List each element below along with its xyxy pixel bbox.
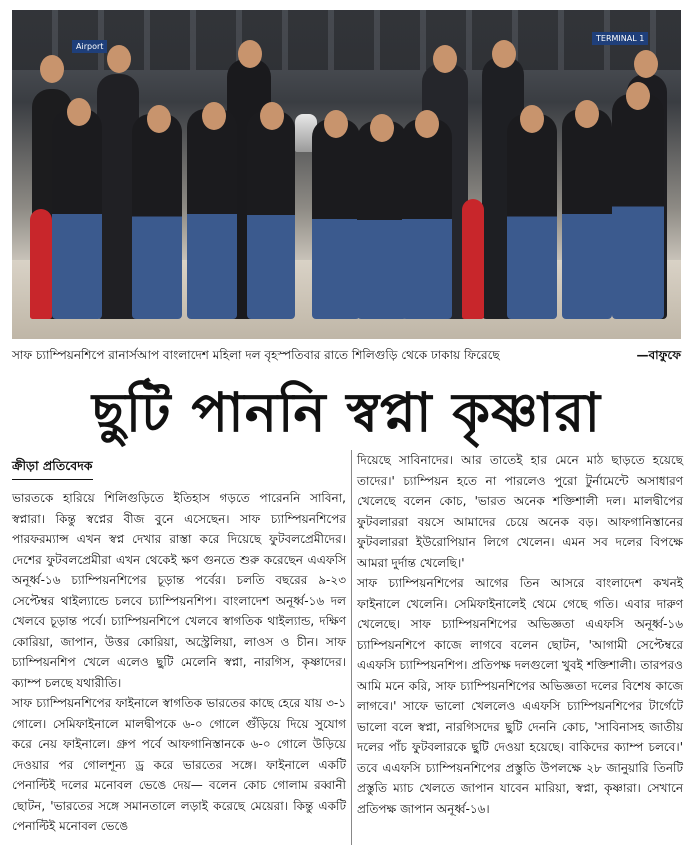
player-figure bbox=[357, 121, 407, 319]
photo-credit: —বাফুফে bbox=[636, 348, 681, 362]
player-head bbox=[324, 110, 348, 138]
official-head bbox=[433, 45, 457, 73]
player-figure bbox=[507, 114, 557, 319]
player-head bbox=[575, 100, 599, 128]
player-figure bbox=[402, 119, 452, 319]
headline: ছুটি পাননি স্বপ্না কৃষ্ণারা bbox=[92, 381, 601, 444]
terminal-sign: TERMINAL 1 bbox=[592, 32, 648, 45]
caption-text: সাফ চ্যাম্পিয়নশিপে রানার্সআপ বাংলাদেশ মহিলা দল বৃহস্পতিবার রাতে শিলিগুড়ি থেকে ঢাকায় ফিরেছে bbox=[12, 348, 500, 362]
player-figure bbox=[187, 109, 237, 319]
official-head bbox=[238, 40, 262, 68]
player-head bbox=[370, 114, 394, 142]
player-figure bbox=[52, 109, 102, 319]
left-column bbox=[12, 488, 346, 837]
player-head bbox=[634, 50, 658, 78]
paragraph: দিয়েছে সাবিনাদের। আর তাতেই হার মেনে মাঠ ছাড়তে হয়েছে তাদের।' চ্যাম্পিয়ন হতে না পারলেও পুরো টুর্নামেন্টে অসাধারণ খেলেছে বলেন কোচ, 'ভারত অনেক শক্তিশালী দল। মালদ্বীপের ফুটবলাররা বয়সে আমাদের চেয়ে অনেক বড়। আফগানিস্তানের ফুটবলাররা ইউরোপিয়ান লিগে খেলেন। এমন সব দলের বিপক্ষে আমরা দুর্দান্ত খেলেছি।' bbox=[357, 453, 683, 570]
player-figure bbox=[132, 114, 182, 319]
red-backpack bbox=[462, 199, 484, 319]
player-figure bbox=[247, 111, 295, 319]
player-figure bbox=[312, 119, 360, 319]
paragraph: সাফ চ্যাম্পিয়নশিপের আগের তিন আসরে বাংলাদেশ কখনই ফাইনালে খেলেনি। সেমিফাইনালেই থেমে গেছে গতি। এবার দারুণ খেলেছে। সাফ চ্যাম্পিয়নশিপের অভিজ্ঞতা এএফসি অনূর্ধ্ব-১৬ চ্যাম্পিয়নশিপে কাজে লাগবে বলেন ছোটন, 'আগামী সেপ্টেম্বরে এএফসি চ্যাম্পিয়নশিপ। প্রতিপক্ষ দলগুলো খুবই শক্তিশালী। তারপরও আমি মনে করি, সাফ চ্যাম্পিয়নশিপের অভিজ্ঞতা দলের বিশেষ কাজে লাগবে।' সাফে ভালো খেললেও এএফসি চ্যাম্পিয়নশিপের টার্গেটে ভালো বলে স্বপ্না, নারগিসদের ছুটি দেননি কোচ, 'সাবিনাসহ জাতীয় দলের পাঁচ ফুটবলারকে ছুটি দেওয়া হয়েছে। বাকিদের ক্যাম্প চলবে।' তবে এএফসি চ্যাম্পিয়নশিপের প্রস্তুতি উপলক্ষে ২৮ জানুয়ারি তিনটি প্রস্তুতি ম্যাচ খেলতে জাপান যাবেন মারিয়া, স্বপ্না, কৃষ্ণারা। সেখানে প্রতিপক্ষ জাপান অনূর্ধ্ব-১৬। bbox=[357, 576, 683, 816]
player-head bbox=[202, 102, 226, 130]
player-head bbox=[415, 110, 439, 138]
player-head bbox=[67, 98, 91, 126]
red-backpack bbox=[30, 209, 52, 319]
byline: ক্রীড়া প্রতিবেদক bbox=[12, 458, 93, 480]
paragraph: ভারতকে হারিয়ে শিলিগুড়িতে ইতিহাস গড়তে পারেননি সাবিনা, স্বপ্নারা। কিন্তু স্বপ্নের বীজ বুনে এসেছেন। সাফ চ্যাম্পিয়নশিপের পারফরম্যান্স এখন স্বপ্ন দেখার রাস্তা করে দিয়েছে ফুটবলপ্রেমীদের। দেশের ফুটবলপ্রেমীরা এখন থেকেই ক্ষণ গুনতে শুরু করেছেন এএফসি অনূর্ধ্ব-১৬ চ্যাম্পিয়নশিপের চূড়ান্ত পর্বের। চলতি বছরের ৯-২৩ সেপ্টেম্বর থাইল্যান্ডে চলবে চ্যাম্পিয়নশিপ। বাংলাদেশ অনূর্ধ্ব-১৬ দল খেলবে চূড়ান্ত পর্বে। চ্যাম্পিয়নশিপে খেলবে স্বাগতিক থাইল্যান্ড, দক্ষিণ কোরিয়া, জাপান, উত্তর কোরিয়া, অস্ট্রেলিয়া, লাওস ও চীন। সাফ চ্যাম্পিয়নশিপ খেলে এলেও ছুটি মেলেনি স্বপ্না, নারগিস, কৃষ্ণাদের। ক্যাম্প চলছে যথারীতি। bbox=[12, 491, 346, 690]
team-photo bbox=[12, 10, 681, 339]
paragraph: সাফ চ্যাম্পিয়নশিপের ফাইনালে স্বাগতিক ভারতের কাছে হেরে যায় ৩-১ গোলে। সেমিফাইনালে মালদ্বীপকে ৬-০ গোলে গুঁড়িয়ে দিয়ে সুযোগ করে নেয় ফাইনালে। গ্রুপ পর্বে আফগানিস্তানকে ৬-০ গোলে উড়িয়ে দেওয়ার পর গোলশূন্য ড্র করে ভারতের সঙ্গে। ফাইনালে একটি পেনাল্টিই দলের মনোবল ভেঙে দেয়— বলেন কোচ গোলাম রব্বানী ছোটন, 'ভারতের সঙ্গে সমানতালে লড়াই করেছে মেয়েরা। কিন্তু একটি পেনাল্টিই মনোবল ভেঙে bbox=[12, 696, 346, 833]
player-head bbox=[147, 105, 171, 133]
player-head bbox=[520, 105, 544, 133]
photo-caption bbox=[12, 346, 681, 364]
official-head bbox=[492, 40, 516, 68]
airport-sign: Airport bbox=[72, 40, 107, 53]
player-figure bbox=[612, 94, 664, 319]
player-head bbox=[40, 55, 64, 83]
player-head bbox=[107, 45, 131, 73]
player-head bbox=[260, 102, 284, 130]
right-column bbox=[357, 450, 683, 819]
player-head bbox=[626, 82, 650, 110]
column-divider bbox=[351, 450, 352, 845]
player-figure bbox=[562, 109, 612, 319]
